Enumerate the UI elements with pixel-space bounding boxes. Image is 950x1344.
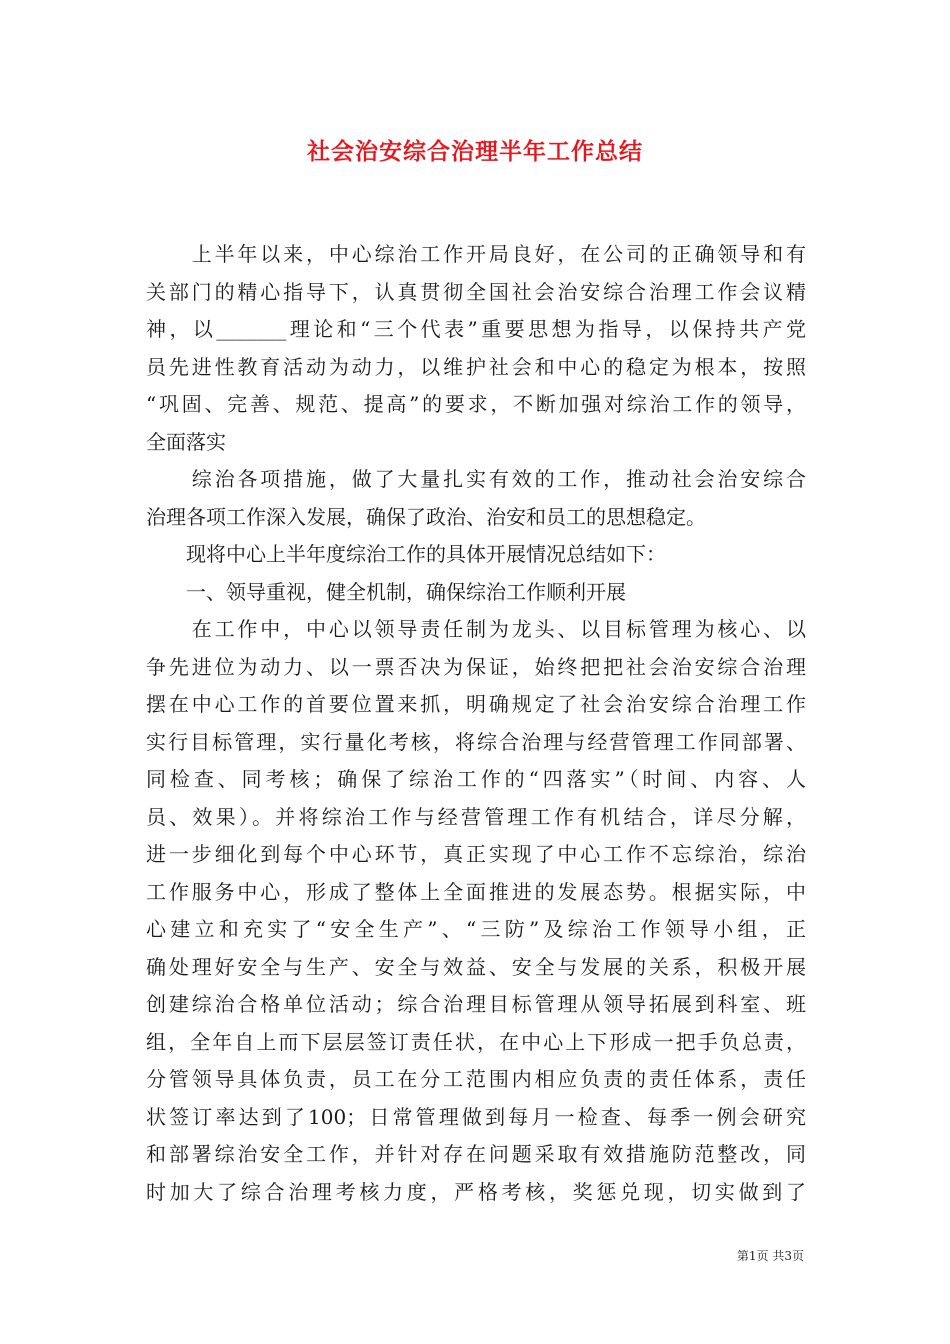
document-title: 社会治安综合治理半年工作总结 bbox=[307, 138, 643, 165]
paragraph-line: 在工作中，中心以领导责任制为龙头、以目标管理为核心、以 bbox=[146, 617, 806, 641]
paragraph-line: 和部署综治安全工作，并针对存在问题采取有效措施防范整改，同 bbox=[146, 1142, 806, 1166]
paragraph-line: 一、领导重视，健全机制，确保综治工作顺利开展 bbox=[146, 579, 626, 604]
page-footer: 第1页 共3页 bbox=[736, 1249, 804, 1263]
paragraph-line: 时加大了综合治理考核力度，严格考核，奖惩兑现，切实做到了 bbox=[146, 1179, 806, 1204]
paragraph-line: 全面落实 bbox=[146, 429, 226, 454]
paragraph-line: 进一步细化到每个中心环节，真正实现了中心工作不忘综治，综治 bbox=[146, 842, 806, 866]
paragraph-line: 确处理好安全与生产、安全与效益、安全与发展的关系，积极开展 bbox=[146, 954, 806, 979]
paragraph-line: 综治各项措施，做了大量扎实有效的工作，推动社会治安综合 bbox=[146, 467, 806, 491]
paragraph-line: 员、效果）。并将综治工作与经营管理工作有机结合，详尽分解， bbox=[146, 804, 806, 829]
paragraph-line: 摆在中心工作的首要位置来抓，明确规定了社会治安综合治理工作 bbox=[146, 692, 806, 716]
paragraph-line: “巩固、完善、规范、提高”的要求，不断加强对综治工作的领导， bbox=[146, 392, 806, 416]
paragraph-line: 同检查、同考核；确保了综治工作的“四落实”（时间、内容、人 bbox=[146, 767, 806, 791]
paragraph-line: 神，以_______理论和“三个代表”重要思想为指导，以保持共产党 bbox=[146, 317, 806, 341]
paragraph-line: 分管领导具体负责，员工在分工范围内相应负责的责任体系，责任 bbox=[146, 1067, 806, 1091]
paragraph-line: 关部门的精心指导下，认真贯彻全国社会治安综合治理工作会议精 bbox=[146, 279, 806, 304]
paragraph-line: 现将中心上半年度综治工作的具体开展情况总结如下： bbox=[146, 542, 666, 566]
paragraph-line: 争先进位为动力、以一票否决为保证，始终把把社会治安综合治理 bbox=[146, 654, 806, 679]
paragraph-line: 治理各项工作深入发展，确保了政治、治安和员工的思想稳定。 bbox=[146, 504, 706, 529]
paragraph-line: 实行目标管理，实行量化考核，将综合治理与经营管理工作同部署、 bbox=[146, 729, 806, 754]
document-body bbox=[146, 236, 806, 1211]
paragraph-line: 上半年以来，中心综治工作开局良好，在公司的正确领导和有 bbox=[146, 242, 806, 266]
paragraph-line: 工作服务中心，形成了整体上全面推进的发展态势。根据实际，中 bbox=[146, 879, 806, 904]
paragraph-line: 心建立和充实了“安全生产”、“三防”及综治工作领导小组，正 bbox=[146, 917, 806, 941]
paragraph-line: 状签订率达到了100；日常管理做到每月一检查、每季一例会研究 bbox=[146, 1104, 806, 1129]
paragraph-line: 组，全年自上而下层层签订责任状，在中心上下形成一把手负总责， bbox=[146, 1029, 806, 1054]
paragraph-line: 创建综治合格单位活动；综合治理目标管理从领导拓展到科室、班 bbox=[146, 992, 806, 1016]
paragraph-line: 员先进性教育活动为动力，以维护社会和中心的稳定为根本，按照 bbox=[146, 354, 806, 379]
